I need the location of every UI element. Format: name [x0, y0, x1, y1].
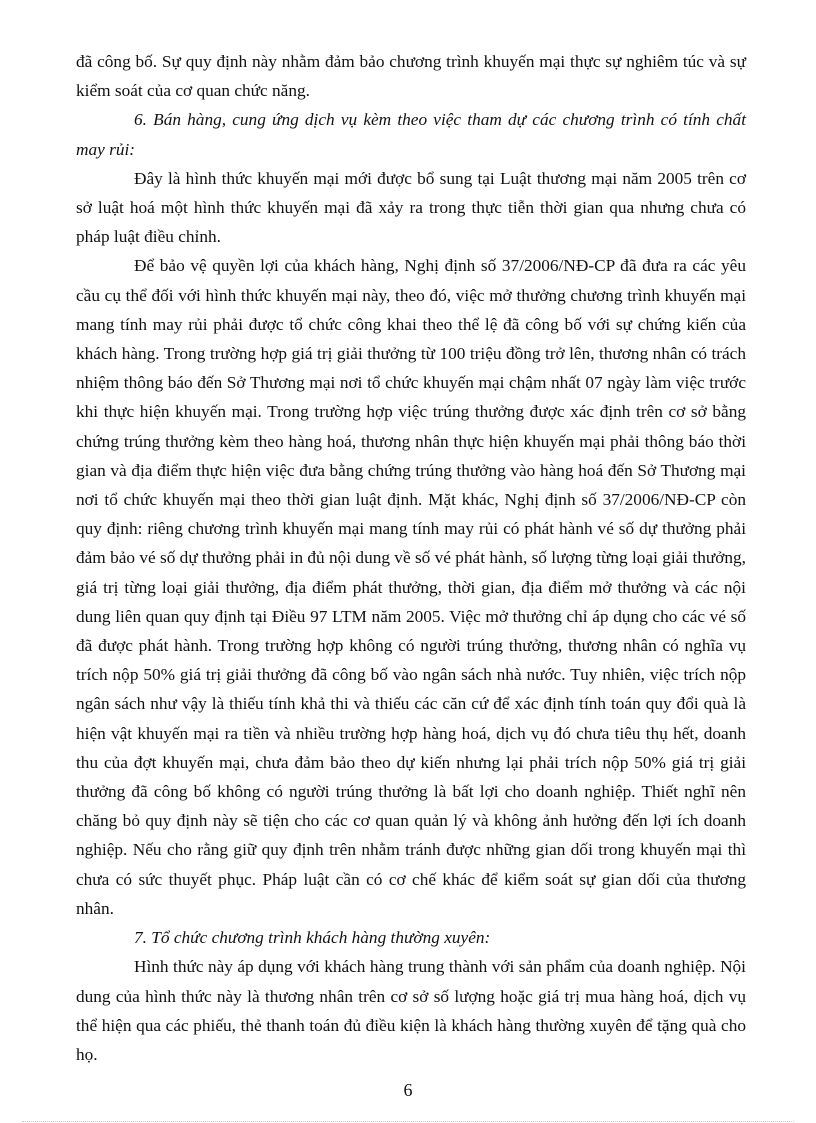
page-number: 6 — [403, 1080, 413, 1100]
page-body — [76, 47, 746, 1069]
paragraph: Hình thức này áp dụng với khách hàng trung thành với sản phẩm của doanh nghiệp. Nội dung của hình thức này là thương nhân trên cơ sở số lượng hoặc giá trị mua hàng hoá, dịch vụ thể hiện qua các phiếu, thẻ thanh toán đủ điều kiện là khách hàng thường xuyên để tặng quà cho họ. — [76, 957, 746, 1064]
section-heading-6: 6. Bán hàng, cung ứng dịch vụ kèm theo việc tham dự các chương trình có tính chất may rủi: — [76, 110, 746, 159]
section-heading-7: 7. Tổ chức chương trình khách hàng thường xuyên: — [134, 928, 491, 948]
paragraph: Để bảo vệ quyền lợi của khách hàng, Nghị định số 37/2006/NĐ-CP đã đưa ra các yêu cầu cụ thể đối với hình thức khuyến mại này, theo đó, việc mở thưởng chương trình khuyến mại mang tính may rủi phải được tổ chức công khai theo thể lệ đã công bố với sự chứng kiến của khách hàng. Trong trường hợp giá trị giải thưởng từ 100 triệu đồng trở lên, thương nhân có trách nhiệm thông báo đến Sở Thương mại nơi tổ chức khuyến mại chậm nhất 07 ngày làm việc trước khi thực hiện khuyến mại. Trong trường hợp việc trúng thưởng được xác định trên cơ sở bằng chứng trúng thưởng kèm theo hàng hoá, thương nhân thực hiện khuyến mại phải thông báo thời gian và địa điểm thực hiện việc đưa bằng chứng trúng thưởng vào hàng hoá đến Sở Thương mại nơi tổ chức khuyến mại theo thời gian luật định. Mặt khác, Nghị định số 37/2006/NĐ-CP còn quy định: riêng chương trình khuyến mại mang tính may rủi có phát hành vé số dự thưởng phải đảm bảo vé số dự thưởng phải in đủ nội dung về số vé phát hành, số lượng từng loại giải thưởng, giá trị từng loại giải thưởng, địa điểm phát thưởng, thời gian, địa điểm mở thưởng và các nội dung liên quan quy định tại Điều 97 LTM năm 2005. Việc mở thưởng chỉ áp dụng cho các vé số đã được phát hành. Trong trường hợp không có người trúng thưởng, thương nhân có nghĩa vụ trích nộp 50% giá trị giải thưởng đã công bố vào ngân sách nhà nước. Tuy nhiên, việc trích nộp ngân sách như vậy là thiếu tính khả thi và thiếu các căn cứ để xác định tính toán quy đổi quà là hiện vật khuyến mại ra tiền và nhiều trường hợp hàng hoá, dịch vụ đó chưa tiêu thụ hết, doanh thu của đợt khuyến mại, chưa đảm bảo theo dự kiến nhưng lại phải trích nộp 50% giá trị giải thưởng đã công bố không có người trúng thưởng là bất lợi cho doanh nghiệp. Thiết nghĩ nên chăng bỏ quy định này sẽ tiện cho các cơ quan quản lý và không ảnh hưởng đến lợi ích doanh nghiệp. Nếu cho rằng giữ quy định trên nhằm tránh được những gian dối trong khuyến mại thì chưa có sức thuyết phục. Pháp luật cần có cơ chế khác để kiểm soát sự gian dối của thương nhân. — [76, 256, 746, 918]
page-edge-divider — [22, 1121, 794, 1122]
paragraph-continuation: đã công bố. Sự quy định này nhằm đảm bảo chương trình khuyến mại thực sự nghiêm túc và sự kiểm soát của cơ quan chức năng. — [76, 52, 746, 101]
paragraph: Đây là hình thức khuyến mại mới được bổ sung tại Luật thương mại năm 2005 trên cơ sở luật hoá một hình thức khuyến mại đã xảy ra trong thực tiễn thời gian qua nhưng chưa có pháp luật điều chỉnh. — [76, 168, 746, 247]
